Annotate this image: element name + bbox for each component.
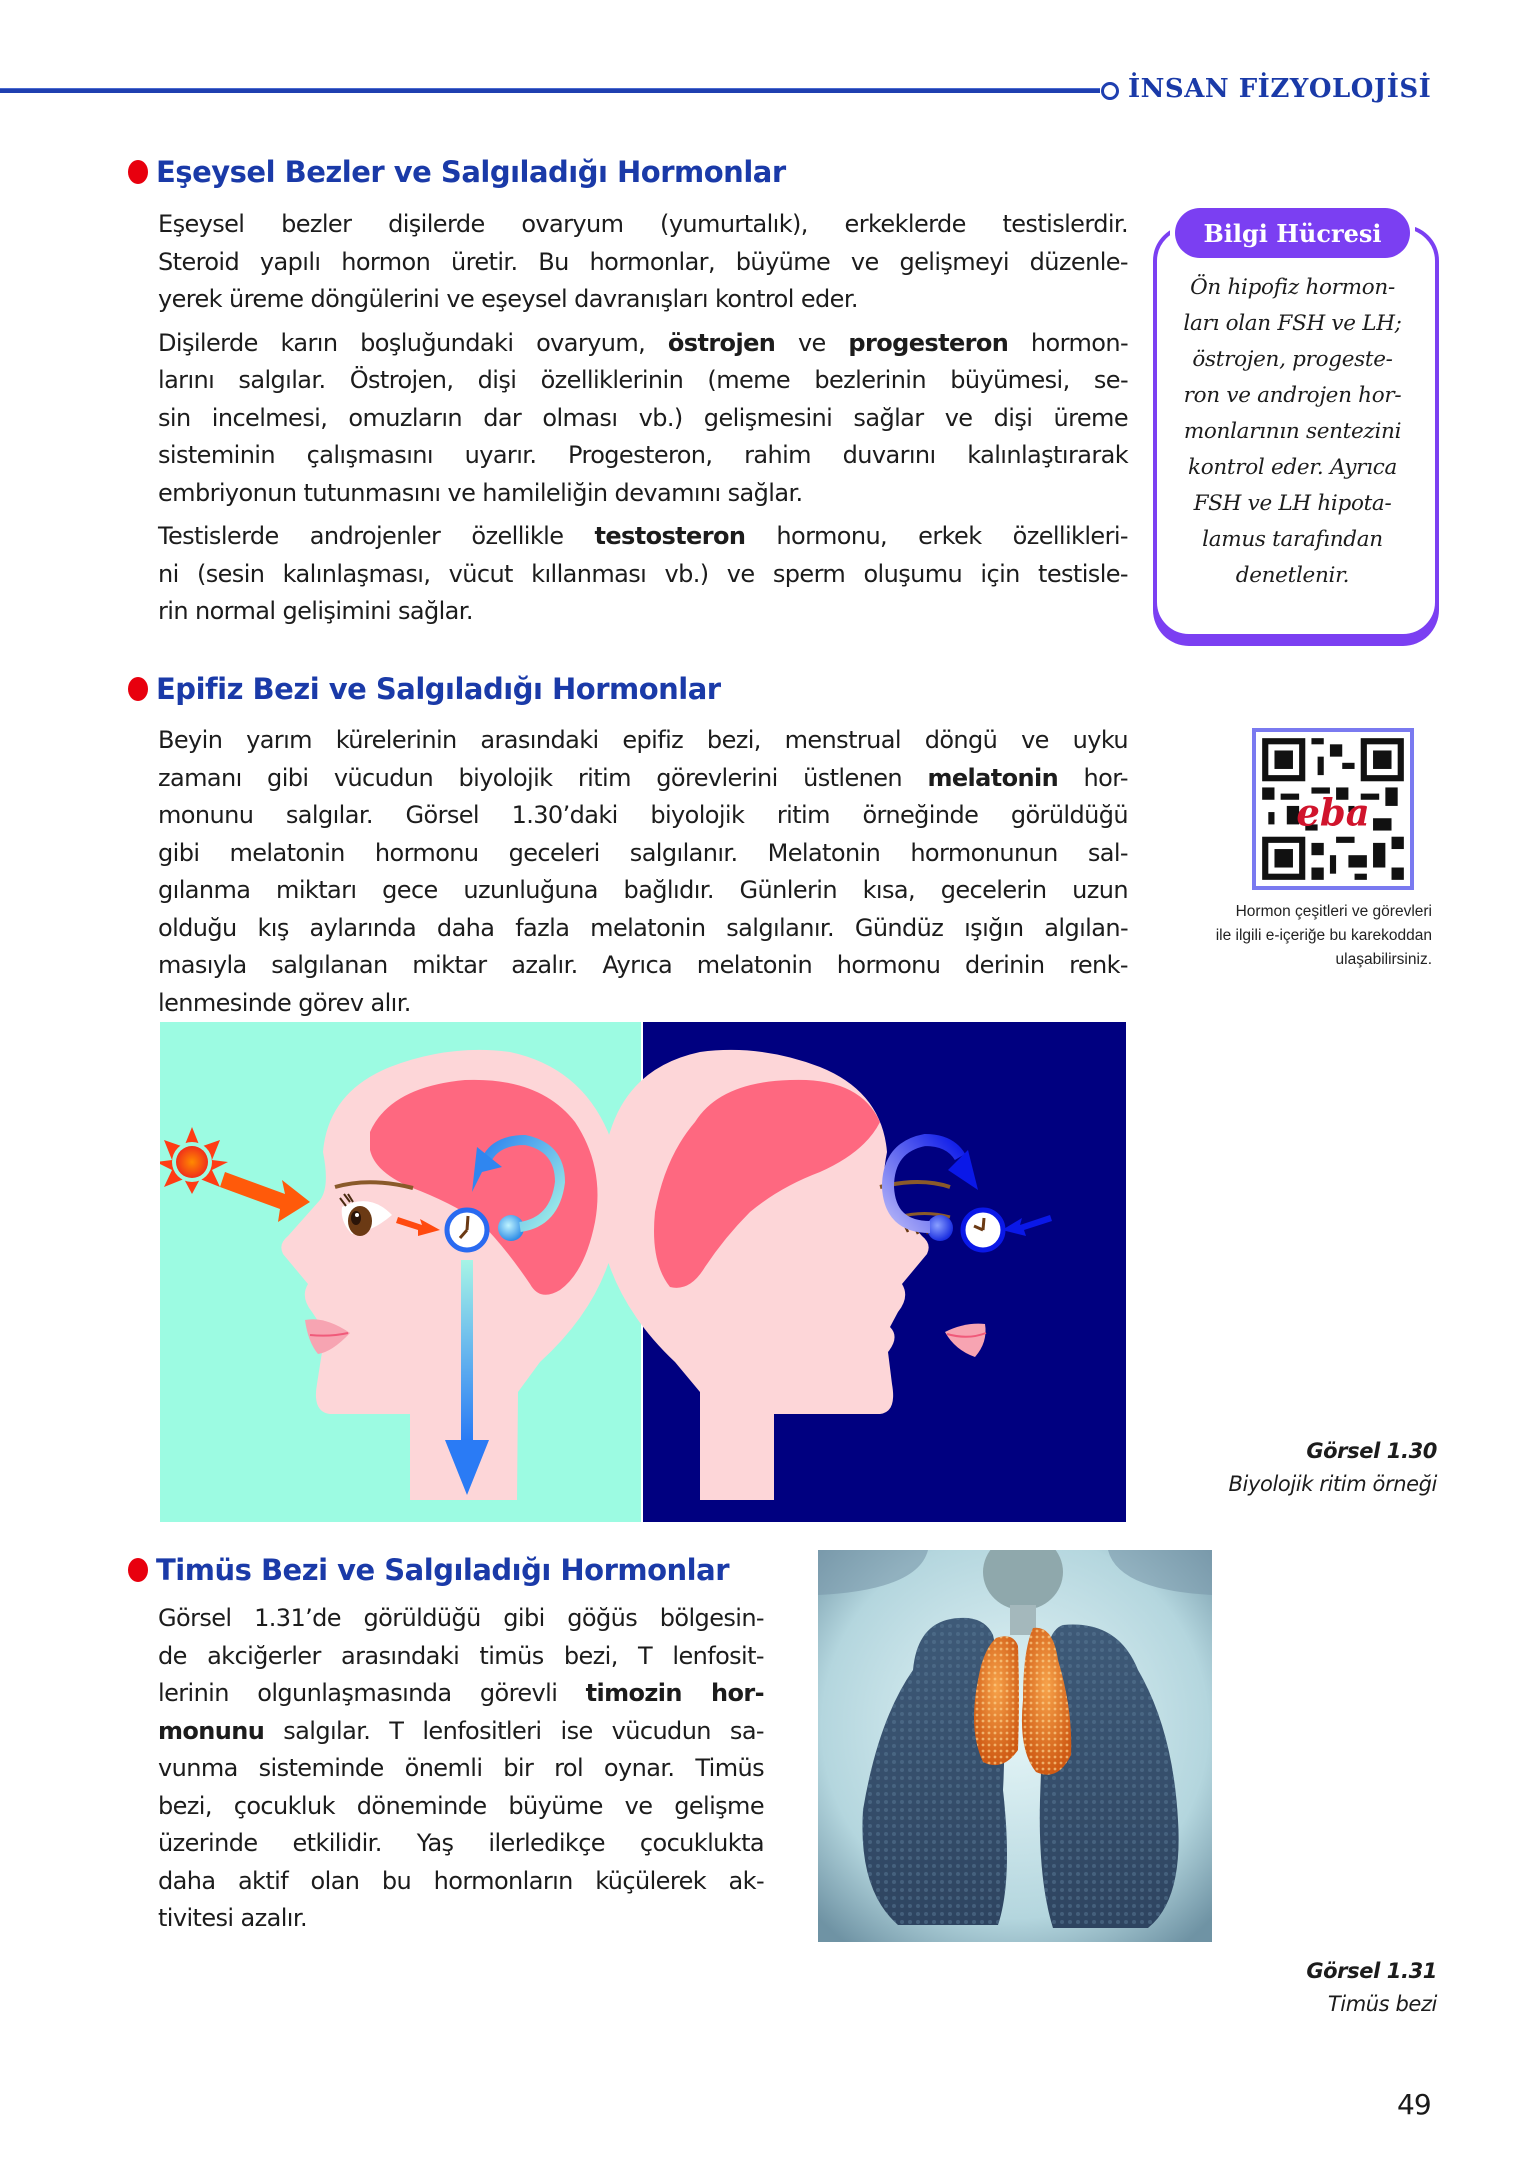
section-timus-body: Görsel 1.31’de görüldüğü gibi göğüs bölgesin- de akciğerler arasındaki timüs bezi, T lenfosit- lerinin olgunlaşmasında görevli timozin hor- monunu salgılar. T lenfositleri ise vücudun sa- vunma sisteminde önemli bir rol oynar. Timüs bezi, çocukluk döneminde büyüme ve gelişme üzerinde etkilidir. Yaş ilerledikçe çocuklukta daha aktif olan bu hormonların küçülerek ak- tivitesi azalır. [158, 1604, 764, 1932]
section-heading-epifiz [128, 672, 721, 706]
section-heading-text: Eşeysel Bezler ve Salgıladığı Hormonlar [156, 155, 786, 189]
info-box-title: Bilgi Hücresi [1175, 208, 1410, 258]
qr-code[interactable] [1252, 728, 1414, 890]
section-heading-timus [128, 1553, 729, 1587]
header-rule [0, 88, 1100, 93]
melatonin-ball-icon [498, 1215, 524, 1241]
section-heading-text: Epifiz Bezi ve Salgıladığı Hormonlar [156, 672, 721, 706]
bullet-icon [128, 160, 148, 184]
qr-caption: Hormon çeşitleri ve görevleri ile ilgili e-içeriğe bu karekoddan ulaşabilirsiniz. [1215, 903, 1432, 968]
section-heading-esesel [128, 155, 786, 189]
bullet-icon [128, 677, 148, 701]
section-heading-text: Timüs Bezi ve Salgıladığı Hormonlar [156, 1553, 729, 1587]
chapter-title: İNSAN FİZYOLOJİSİ [1128, 74, 1432, 104]
term-progesteron: progesteron [848, 328, 1009, 357]
paragraph: Testislerde androjenler özellikle testosteron hormonu, erkek özellikleri- ni (sesin kalınlaşması, vücut kıllanması vb.) ve sperm oluşumu için testisle- rin normal gelişimini sağlar. [158, 522, 1128, 625]
paragraph: Dişilerde karın boşluğundaki ovaryum, östrojen ve progesteron hormon- larını salgılar. Östrojen, dişi özelliklerinin (meme bezlerinin büyümesi, se- sin incelmesi, omuzların dar olması vb.) gelişmesini sağlar ve dişi üreme sisteminin çalışmasını uyarır. Progesteron, rahim duvarını kalınlaştırarak embriyonun tutunmasını ve hamileliğin devamını sağlar. [158, 328, 1129, 507]
figure-1-30-caption: Görsel 1.30 Biyolojik ritim örneği [1228, 1439, 1437, 1496]
term-ostrojen: östrojen [667, 328, 776, 357]
figure-1-31-caption: Görsel 1.31 Timüs bezi [1306, 1959, 1437, 2016]
info-box-text: Ön hipofiz hormon- ları olan FSH ve LH; östrojen, progeste- ron ve androjen hor- monlarının sentezini kontrol eder. Ayrıca FSH ve LH hipota- lamus tarafından denetlenir. [1183, 275, 1402, 588]
term-testosteron: testosteron [594, 522, 746, 550]
paragraph: Eşeysel bezler dişilerde ovaryum (yumurtalık), erkeklerde testislerdir. Steroid yapılı hormon üretir. Bu hormonlar, büyüme ve gelişmeyi düzenle- yerek üreme döngülerini ve eşeysel davranışları kontrol eder. [158, 210, 1128, 313]
section-epifiz-body: Beyin yarım kürelerinin arasındaki epifiz bezi, menstrual döngü ve uyku zamanı gibi vücudun biyolojik ritim görevlerini üstlenen melatonin hor- monunu salgılar. Görsel 1.30’daki biyolojik ritim örneğinde görüldüğü gibi melatonin hormonu geceleri salgılanır. Melatonin hormonunun sal- gılanma miktarı gece uzunluğuna bağlıdır. Günlerin kısa, gecelerin uzun olduğu kış aylarında daha fazla melatonin salgılanır. Gündüz ışığın algılan- masıyla salgılanan miktar azalır. Ayrıca melatonin hormonu derinin renk- lenmesinde görev alır. [158, 726, 1128, 1017]
page-number: 49 [1397, 2088, 1431, 2121]
day-panel [160, 1022, 641, 1522]
section-esesel-body [158, 206, 1128, 631]
bullet-icon [128, 1558, 148, 1582]
figure-thymus [818, 1550, 1212, 1942]
figure-biological-rhythm [160, 1022, 1126, 1522]
header-circle-icon [1101, 82, 1119, 100]
svg-text:eba: eba [1296, 790, 1370, 835]
term-melatonin: melatonin [927, 763, 1059, 792]
night-panel [599, 1022, 1126, 1522]
qr-code-icon [1256, 732, 1410, 886]
term-timozin: timozin hor- [585, 1679, 764, 1707]
melatonin-ball-icon [927, 1215, 953, 1241]
